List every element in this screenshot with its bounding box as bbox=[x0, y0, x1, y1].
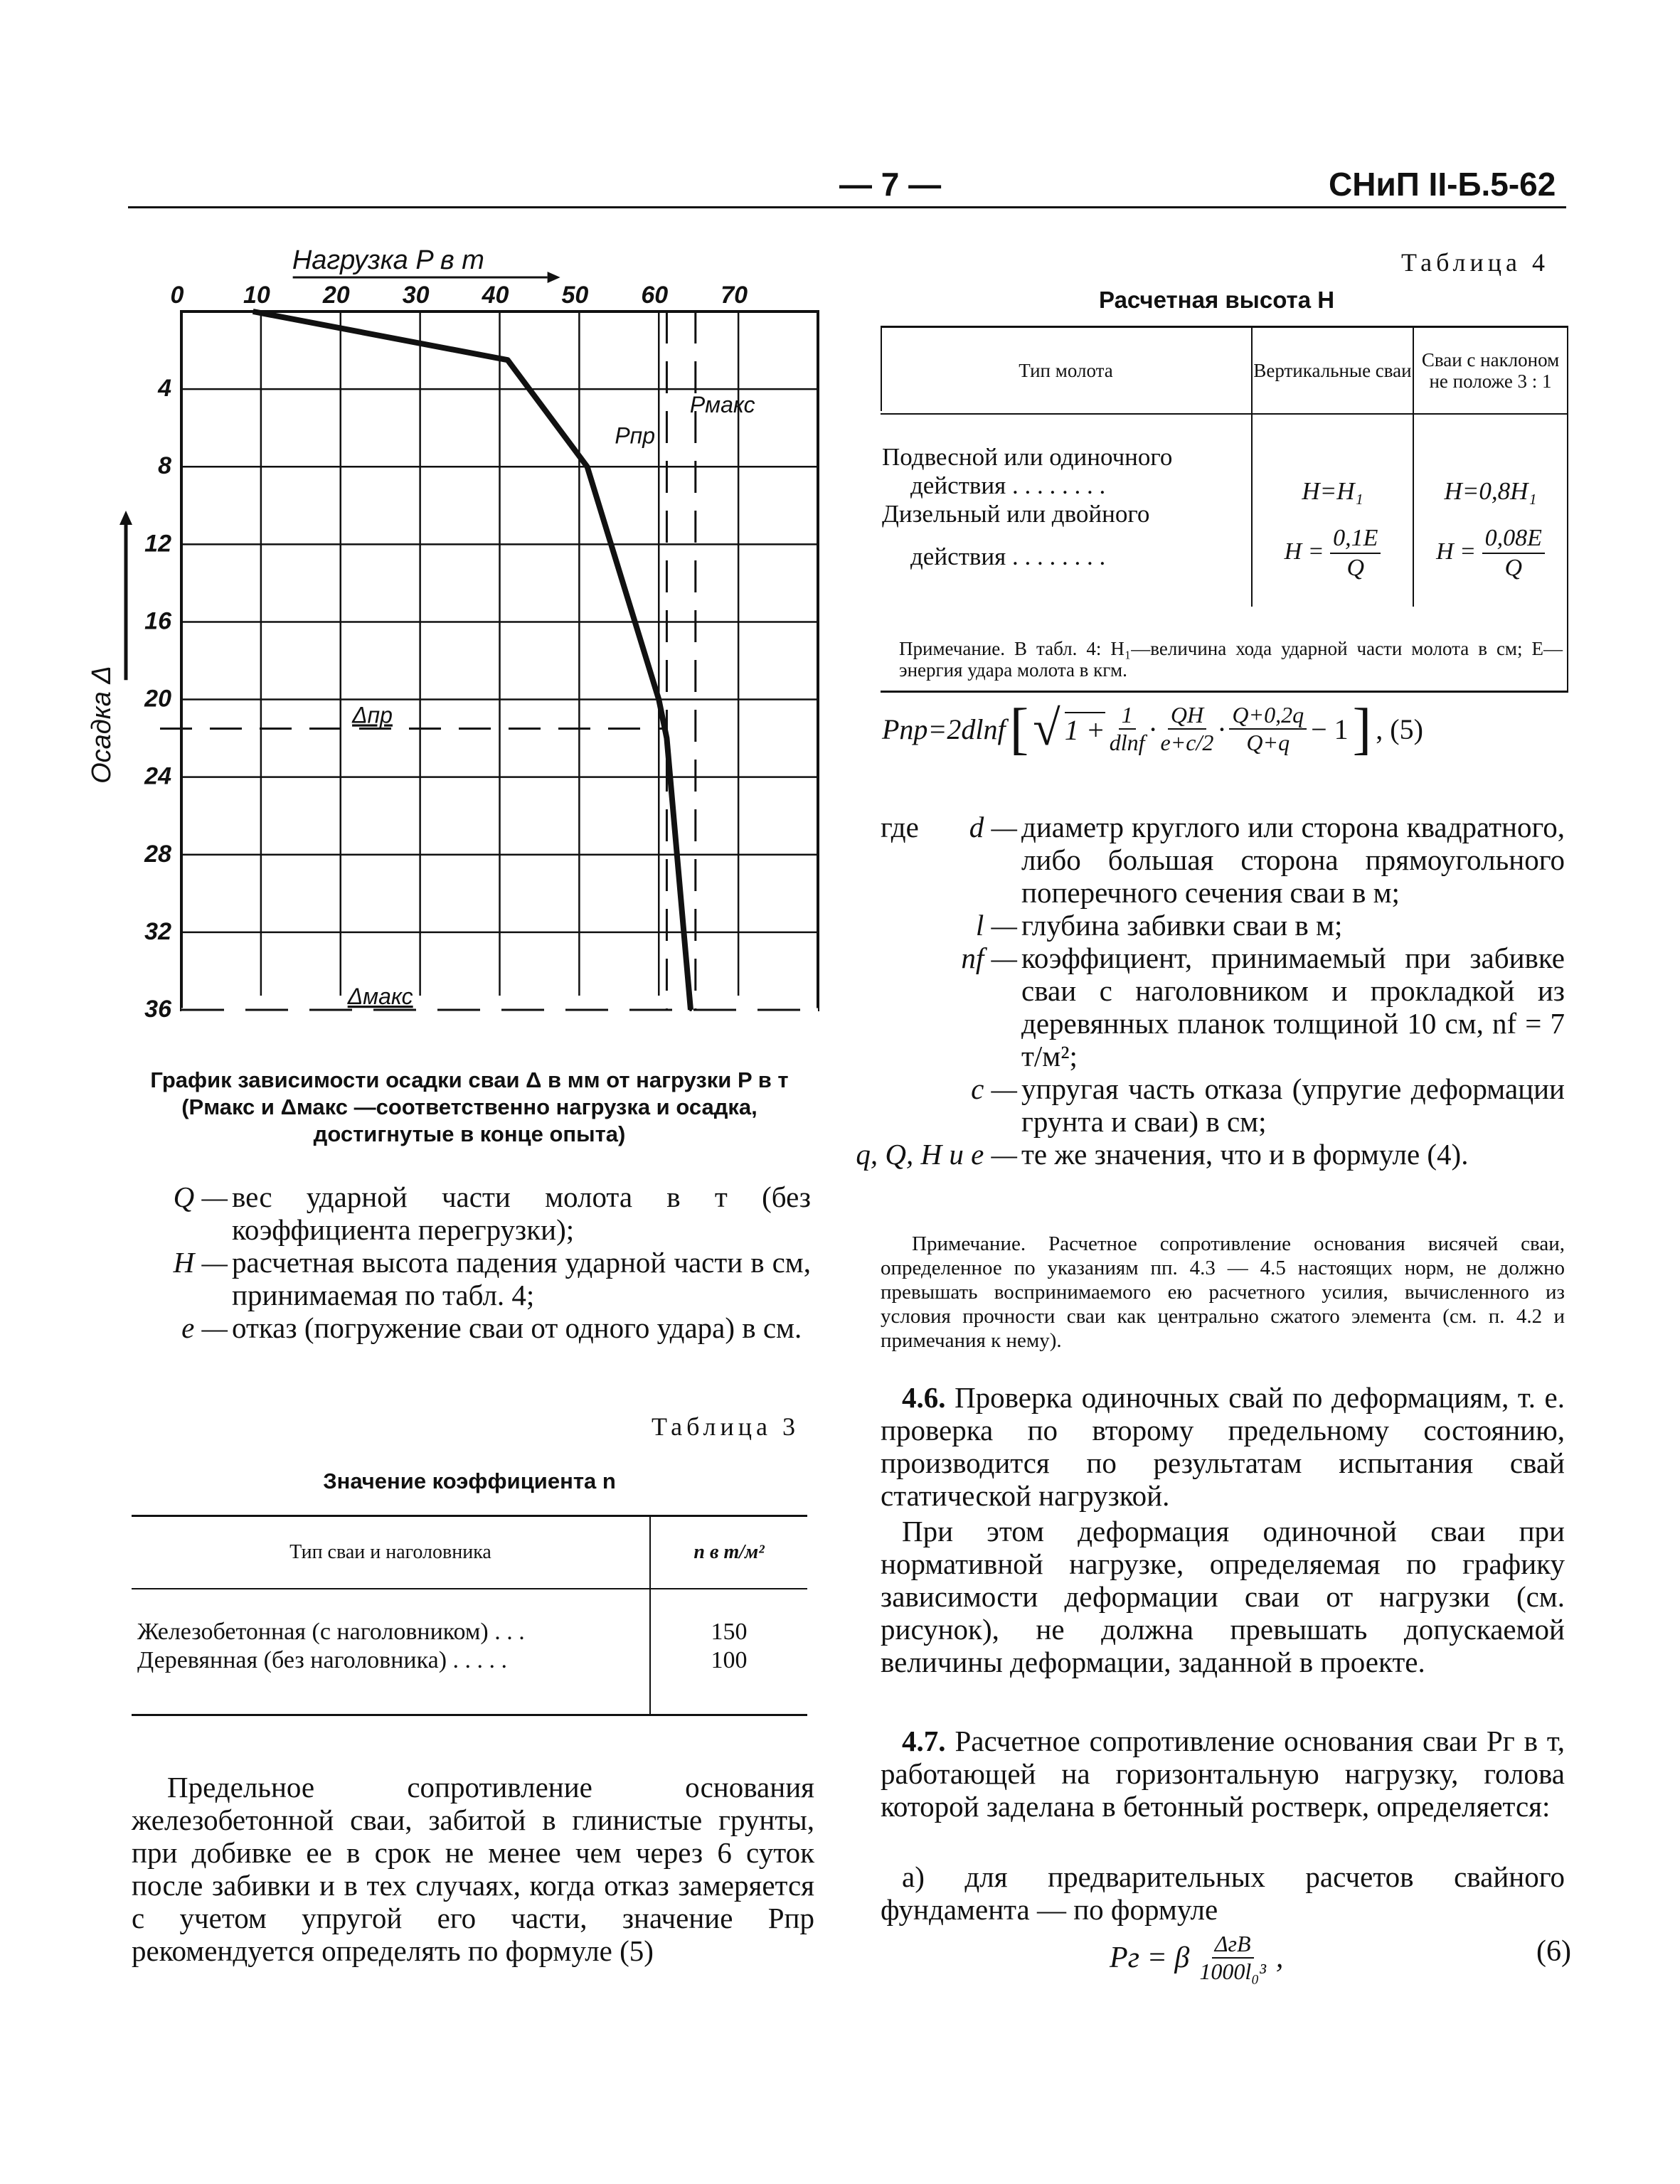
curve-point bbox=[252, 310, 255, 313]
table4-row1-vertical: H=H₁ bbox=[1302, 477, 1363, 505]
right-definition-symbol: nf — bbox=[961, 942, 1017, 974]
p-pr-label: Pпр bbox=[615, 422, 656, 449]
y-tick-label: 16 bbox=[144, 607, 171, 635]
right-definition bbox=[846, 1138, 1565, 1171]
table4-col3-header: Сваи с наклоном не положе 3 : 1 bbox=[1421, 349, 1560, 392]
left-definition-symbol: H — bbox=[173, 1246, 228, 1279]
y-tick-label: 28 bbox=[144, 840, 171, 868]
table3 bbox=[132, 1515, 807, 1716]
table4-col2-header: Вертикальные сваи bbox=[1253, 328, 1414, 413]
formula6-number: (6) bbox=[1536, 1935, 1571, 1968]
table4-label: Таблица 4 bbox=[1401, 248, 1549, 277]
left-definition-symbol: Q — bbox=[173, 1181, 228, 1213]
y-tick-label: 20 bbox=[144, 685, 171, 713]
note-2: Примечание. Расчетное сопротивление основания висячей сваи, определенное по указаниям пп. 4.3 — 4.5 настоящих норм, не должно превышать воспринимаемого ею расчетного усилия, вычисленного из условия прочности сваи как центрально сжатого элемента (см. п. 4.2 и примечания к нему). bbox=[881, 1232, 1565, 1352]
table3-row-name: Железобетонная (с наголовником) . . . bbox=[137, 1619, 525, 1645]
formula5-one-plus: 1 + bbox=[1065, 712, 1105, 747]
table3-row-name: Деревянная (без наголовника) . . . . . bbox=[137, 1647, 508, 1673]
paragraph-4-6-number: 4.6. bbox=[902, 1381, 946, 1414]
y-tick-label: 4 bbox=[158, 375, 171, 403]
formula5-number: , (5) bbox=[1376, 713, 1423, 745]
curve-point bbox=[657, 698, 660, 701]
left-definition bbox=[171, 1311, 811, 1344]
table4-row2-name: действия . . . . . . . . bbox=[910, 543, 1106, 570]
x-tick-label: 10 bbox=[243, 282, 270, 309]
formula5-f1-num: 1 bbox=[1119, 702, 1136, 730]
table4-row2-inclined-den: Q bbox=[1504, 555, 1523, 581]
curve-point bbox=[586, 465, 589, 468]
y-tick-label: 32 bbox=[144, 917, 171, 945]
y-tick-label: 12 bbox=[144, 530, 171, 558]
table4-row2-inclined-num: 0,08E bbox=[1482, 524, 1545, 554]
left-definition-text: отказ (погружение сваи от одного удара) в см. bbox=[232, 1311, 802, 1344]
formula-5: Pпр=2dlnf [ √ 1 + $\frac{1}{dlnf}$ · $\frac{QH}{e+c/2}$ · $\frac{Q+0,2q}{Q+q}$ − 1 ] , (5) bbox=[882, 698, 1423, 760]
curve-point bbox=[506, 358, 509, 361]
left-paragraph: Предельное сопротивление основания железобетонной сваи, забитой в глинистые грунты, при добивке ее в срок не менее чем через 6 суток после забивки и в тех случаях, когда отказ замеряется с учетом упругой его части, значение Pпр рекомендуется определять по формуле (5) bbox=[132, 1771, 814, 1967]
x-axis-title: Нагрузка P в т bbox=[292, 245, 484, 275]
paragraph-4-7a: а) для предварительных расчетов свайного фундамента — по формуле bbox=[881, 1860, 1565, 1926]
right-definition-symbol: d — bbox=[969, 811, 1017, 843]
formula5-minus-one: − 1 bbox=[1311, 713, 1349, 745]
y-axis-arrowhead bbox=[119, 511, 132, 525]
formula5-f3-den: Q+q bbox=[1246, 730, 1290, 755]
left-definition-text: вес ударной части молота в т (без коэффициента перегрузки); bbox=[232, 1181, 811, 1246]
delta-pr-label: Δпр bbox=[352, 702, 393, 728]
y-tick-label: 24 bbox=[144, 762, 171, 790]
chart-guide-lines bbox=[160, 311, 696, 1010]
formula6-comma: , bbox=[1275, 1941, 1284, 1974]
x-tick-label: 40 bbox=[482, 282, 509, 309]
delta-max-label: Δмакс bbox=[347, 984, 413, 1009]
table3-row-value: 100 bbox=[711, 1647, 748, 1673]
paragraph-4-7-text: Расчетное сопротивление основания сваи Pг в т, работающей на горизонтальную нагрузку, голова которой заделана в бетонный ростверк, определяется: bbox=[881, 1725, 1565, 1823]
table4-row2-vertical-lhs: H = bbox=[1284, 538, 1324, 565]
paragraph-4-6b: При этом деформация одиночной сваи при нормативной нагрузке, определяемая по графику зависимости деформации сваи от нагрузки (см. рисунок), не должна превышать допускаемой величины деформации, заданной в проекте. bbox=[881, 1515, 1565, 1678]
x-tick-label: 0 bbox=[170, 282, 184, 309]
left-definition bbox=[171, 1181, 811, 1246]
table4-row2-vertical-den: Q bbox=[1346, 555, 1365, 581]
left-definition-symbol: e — bbox=[181, 1311, 228, 1344]
right-definition-text: глубина забивки сваи в м; bbox=[1021, 909, 1343, 942]
curve-point bbox=[689, 1008, 692, 1011]
table3-row-value: 150 bbox=[711, 1619, 748, 1645]
paragraph-4-7-number: 4.7. bbox=[902, 1725, 946, 1757]
formula6-lhs: Pг = β bbox=[1110, 1941, 1190, 1974]
table3-col2-header: n в т/м² bbox=[651, 1517, 807, 1589]
formula5-f2-den: e+c/2 bbox=[1160, 730, 1214, 755]
table4-col1-header: Тип молота bbox=[881, 328, 1253, 413]
y-axis-title: Осадка Δ bbox=[87, 666, 117, 784]
x-tick-label: 30 bbox=[402, 282, 430, 309]
table4-row2-vertical-num: 0,1E bbox=[1330, 524, 1381, 554]
table4-row1-inclined: H=0,8H₁ bbox=[1444, 477, 1537, 505]
table3-label: Таблица 3 bbox=[652, 1412, 799, 1441]
formula5-lhs: Pпр=2dlnf bbox=[882, 713, 1006, 745]
table4-row1-name: действия . . . . . . . . bbox=[910, 472, 1106, 499]
table4-row2-inclined-lhs: H = bbox=[1436, 538, 1477, 565]
curve-point bbox=[665, 737, 668, 740]
right-definitions bbox=[846, 811, 1565, 1171]
where-label: где bbox=[881, 811, 919, 843]
page-number: — 7 — bbox=[839, 166, 942, 203]
paragraph-4-6 bbox=[881, 1381, 1565, 1512]
x-tick-label: 60 bbox=[641, 282, 669, 309]
y-tick-label: 8 bbox=[158, 452, 171, 480]
left-definition-text: расчетная высота падения ударной части в см, принимаемая по табл. 4; bbox=[232, 1246, 811, 1311]
table4 bbox=[881, 326, 1568, 693]
formula6-num: ΔгB bbox=[1212, 1931, 1254, 1959]
table3-col1-header: Тип сваи и наголовника bbox=[132, 1517, 649, 1589]
right-definition-symbol: l — bbox=[975, 909, 1017, 942]
table3-title: Значение коэффициента n bbox=[323, 1469, 616, 1493]
right-definition bbox=[846, 942, 1565, 1072]
right-definition-text: коэффициент, принимаемый при забивке сваи с наголовником и прокладкой из деревянных планок толщиной 10 см, nf = 7 т/м²; bbox=[1021, 942, 1565, 1072]
right-definition-text: те же значения, что и в формуле (4). bbox=[1021, 1138, 1469, 1171]
right-definition bbox=[846, 811, 1565, 909]
right-definition bbox=[846, 1072, 1565, 1138]
settlement-curve bbox=[253, 311, 691, 1010]
chart-caption: График зависимости осадки сваи Δ в мм от нагрузки P в т (Pмакс и Δмакс —соответственно нагрузка и осадка, достигнутые в конце опыта) bbox=[150, 1067, 789, 1146]
p-max-label: Pмакс bbox=[689, 391, 755, 417]
x-tick-label: 20 bbox=[322, 282, 350, 309]
formula6-den: 1000l₀³ bbox=[1199, 1959, 1266, 1984]
y-tick-label: 36 bbox=[144, 996, 171, 1023]
table4-note: Примечание. В табл. 4: H₁—величина хода ударной части молота в см; E—энергия удара молота в кгм. bbox=[899, 638, 1563, 681]
right-definition-text: диаметр круглого или сторона квадратного, либо большая сторона прямоугольного поперечного сечения сваи в м; bbox=[1021, 811, 1565, 909]
settlement-load-chart bbox=[71, 228, 825, 1038]
right-definition-symbol: c — bbox=[971, 1072, 1017, 1105]
x-tick-label: 50 bbox=[561, 282, 589, 309]
paragraph-4-6-text: Проверка одиночных свай по деформациям, т. е. проверка по второму предельному состоянию, производится по результатам испытания свай статической нагрузкой. bbox=[881, 1381, 1565, 1512]
right-definition-symbol: q, Q, H и e — bbox=[856, 1138, 1017, 1171]
formula5-f1-den: dlnf bbox=[1109, 730, 1145, 755]
paragraph-4-7 bbox=[881, 1725, 1565, 1823]
left-definition bbox=[171, 1246, 811, 1311]
formula5-f2-num: QH bbox=[1168, 702, 1206, 730]
left-definitions bbox=[171, 1181, 811, 1344]
table4-title: Расчетная высота H bbox=[1099, 287, 1335, 313]
x-tick-label: 70 bbox=[721, 282, 748, 309]
chart-ticks bbox=[144, 282, 748, 1023]
table4-left-rule bbox=[881, 326, 882, 411]
chart-series bbox=[252, 310, 692, 1011]
right-definition bbox=[846, 909, 1565, 942]
table4-row2-name: Дизельный или двойного bbox=[882, 500, 1150, 528]
x-axis-arrowhead bbox=[548, 272, 560, 283]
right-definition-text: упругая часть отказа (упругие деформации грунта и сваи) в см; bbox=[1021, 1072, 1565, 1138]
formula5-f3-num: Q+0,2q bbox=[1229, 702, 1307, 730]
formula-6 bbox=[1110, 1931, 1283, 1985]
table4-row1-name: Подвесной или одиночного bbox=[882, 443, 1173, 471]
document-code: СНиП II-Б.5-62 bbox=[1329, 166, 1556, 203]
header-rule bbox=[128, 206, 1566, 208]
